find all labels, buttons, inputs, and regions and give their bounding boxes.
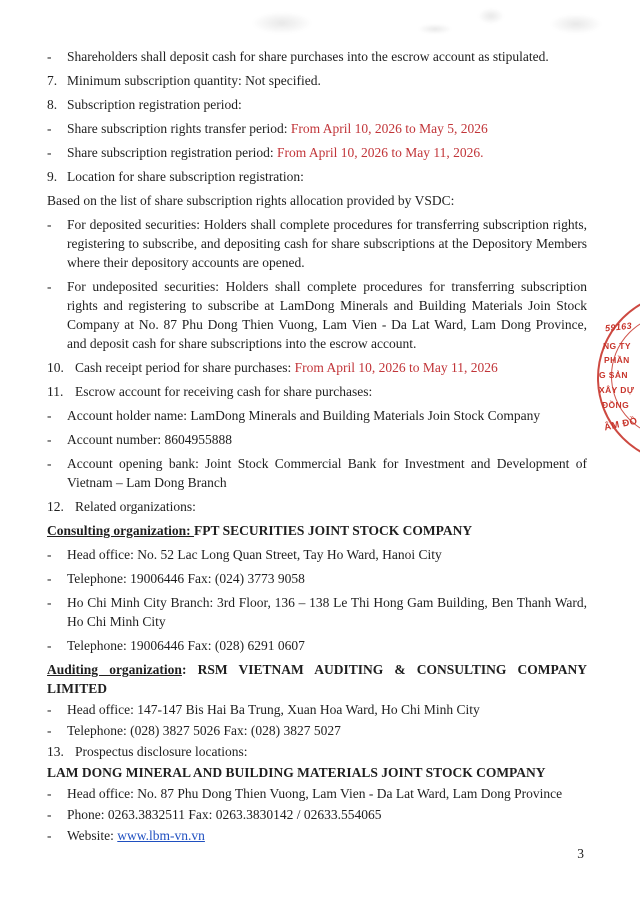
scan-smudge xyxy=(550,14,602,34)
heading-consulting-organization xyxy=(47,521,587,540)
list-marker: - xyxy=(47,571,52,586)
list-marker: 8. xyxy=(47,97,58,112)
text-run: Phone: 0263.3832511 Fax: 0263.3830142 / 02633.554065 xyxy=(67,807,382,822)
item-account-number xyxy=(47,430,587,449)
para-based-on-vsdc xyxy=(47,191,587,210)
text-run: For deposited securities: Holders shall complete procedures for transferring subscription rights, registering to subscribe, and depositing cash for share subscriptions at the Depository Members where their depository accounts are opened. xyxy=(67,217,587,270)
text-run: Escrow account for receiving cash for share purchases: xyxy=(75,384,373,399)
item-rsm-telephone xyxy=(47,721,587,740)
text-run: Head office: 147-147 Bis Hai Ba Trung, Xuan Hoa Ward, Ho Chi Minh City xyxy=(67,702,480,717)
item-11-escrow-account xyxy=(47,382,587,401)
item-undeposited-securities xyxy=(47,277,587,353)
item-lbm-head-office xyxy=(47,784,587,803)
list-marker: - xyxy=(47,432,52,447)
text-run: Location for share subscription registration: xyxy=(67,169,304,184)
item-lbm-website xyxy=(47,826,587,845)
item-lbm-phone xyxy=(47,805,587,824)
list-marker: - xyxy=(47,828,52,843)
text-run: Related organizations: xyxy=(75,499,196,514)
company-seal-stamp xyxy=(594,290,640,462)
text-run: Telephone: 19006446 Fax: (024) 3773 9058 xyxy=(67,571,305,586)
text-run: For undeposited securities: Holders shall complete procedures for transferring subscription rights and registering to subscribe at LamDong Minerals and Building Materials Join Stock Company at No. 87 Phu Dong Thien Vuong, Lam Vien - Da Lat Ward, Lam Dong Province, and deposit cash for share subscriptions into the escrow account. xyxy=(67,279,587,351)
page-number: 3 xyxy=(577,846,584,861)
text-run: Share subscription rights transfer period: xyxy=(67,121,291,136)
list-marker: 11. xyxy=(47,384,64,399)
text-run: Website: xyxy=(67,828,118,843)
heading-lbm-company xyxy=(47,763,587,782)
heading-auditing-organization xyxy=(47,660,587,698)
seal-text-fragment: 59163 xyxy=(604,320,633,334)
list-marker: 10. xyxy=(47,360,64,375)
text-run: Account number: 8604955888 xyxy=(67,432,232,447)
seal-text-fragment: ĐỒNG xyxy=(602,400,630,410)
text-run: Account opening bank: Joint Stock Commercial Bank for Investment and Development of Vietnam – Lam Dong Branch xyxy=(67,456,587,490)
item-fpt-head-office xyxy=(47,545,587,564)
text-run: Head office: No. 87 Phu Dong Thien Vuong, Lam Vien - Da Lat Ward, Lam Dong Province xyxy=(67,786,563,801)
list-marker: - xyxy=(47,807,52,822)
text-run: Prospectus disclosure locations: xyxy=(75,744,248,759)
list-marker: - xyxy=(47,279,52,294)
list-marker: - xyxy=(47,49,52,64)
text-run: From April 10, 2026 to May 11, 2026. xyxy=(276,145,484,160)
document-body xyxy=(47,47,587,847)
scan-smudge xyxy=(478,8,504,24)
item-deposited-securities xyxy=(47,215,587,272)
seal-text-fragment: NG TY xyxy=(603,341,631,351)
text-run: Shareholders shall deposit cash for share purchases into the escrow account as stipulated. xyxy=(67,49,549,64)
item-10-cash-receipt-period xyxy=(47,358,587,377)
seal-text-fragment: XÂY DỰ xyxy=(599,385,635,395)
list-marker: 13. xyxy=(47,744,64,759)
text-run: Share subscription registration period: xyxy=(67,145,277,160)
list-marker: - xyxy=(47,702,52,717)
list-marker: - xyxy=(47,408,52,423)
item-8-subscription-period xyxy=(47,95,587,114)
text-run: Minimum subscription quantity: Not specified. xyxy=(67,73,321,88)
text-run: Consulting organization: xyxy=(47,523,195,538)
list-marker: - xyxy=(47,595,52,610)
item-shareholders-deposit xyxy=(47,47,587,66)
seal-text-fragment: PHẦN xyxy=(604,355,630,365)
text-run: Ho Chi Minh City Branch: 3rd Floor, 136 – 138 Le Thi Hong Gam Building, Ben Thanh Ward, Ho Chi Minh City xyxy=(67,595,587,629)
list-marker: 12. xyxy=(47,499,64,514)
item-fpt-telephone xyxy=(47,569,587,588)
text-run: Telephone: (028) 3827 5026 Fax: (028) 3827 5027 xyxy=(67,723,341,738)
list-marker: - xyxy=(47,145,52,160)
text-run: LAM DONG MINERAL AND BUILDING MATERIALS JOINT STOCK COMPANY xyxy=(47,765,546,780)
list-marker: - xyxy=(47,547,52,562)
scan-smudge xyxy=(252,12,312,34)
website-link[interactable]: www.lbm-vn.vn xyxy=(117,828,205,843)
list-marker: - xyxy=(47,121,52,136)
item-13-prospectus-locations xyxy=(47,742,587,761)
text-run: Telephone: 19006446 Fax: (028) 6291 0607 xyxy=(67,638,305,653)
text-run: Based on the list of share subscription rights allocation provided by VSDC: xyxy=(47,193,455,208)
item-fpt-hcmc-branch xyxy=(47,593,587,631)
list-marker: - xyxy=(47,456,52,471)
text-run: FPT SECURITIES JOINT STOCK COMPANY xyxy=(194,523,473,538)
text-run: : RSM VIETNAM AUDITING & CONSULTING COMPANY LIMITED xyxy=(47,662,587,696)
text-run: Cash receipt period for share purchases: xyxy=(75,360,295,375)
list-marker: - xyxy=(47,786,52,801)
item-7-minimum-subscription xyxy=(47,71,587,90)
text-run: Auditing organization xyxy=(47,662,182,677)
item-fpt-branch-telephone xyxy=(47,636,587,655)
text-run: From April 10, 2026 to May 11, 2026 xyxy=(294,360,498,375)
list-marker: 7. xyxy=(47,73,58,88)
seal-text-fragment: ÂM ĐỒ xyxy=(603,415,639,434)
item-account-holder xyxy=(47,406,587,425)
text-run: Head office: No. 52 Lac Long Quan Street, Tay Ho Ward, Hanoi City xyxy=(67,547,442,562)
item-9-location xyxy=(47,167,587,186)
seal-text-fragment: G SẢN xyxy=(599,370,628,380)
text-run: Account holder name: LamDong Minerals and Building Materials Join Stock Company xyxy=(67,408,541,423)
item-account-bank xyxy=(47,454,587,492)
list-marker: - xyxy=(47,638,52,653)
item-12-related-organizations xyxy=(47,497,587,516)
item-rights-transfer-period xyxy=(47,119,587,138)
text-run: From April 10, 2026 to May 5, 2026 xyxy=(290,121,488,136)
list-marker: - xyxy=(47,217,52,232)
list-marker: - xyxy=(47,723,52,738)
scan-smudge xyxy=(418,24,452,34)
item-registration-period xyxy=(47,143,587,162)
item-rsm-head-office xyxy=(47,700,587,719)
text-run: Subscription registration period: xyxy=(67,97,242,112)
list-marker: 9. xyxy=(47,169,58,184)
